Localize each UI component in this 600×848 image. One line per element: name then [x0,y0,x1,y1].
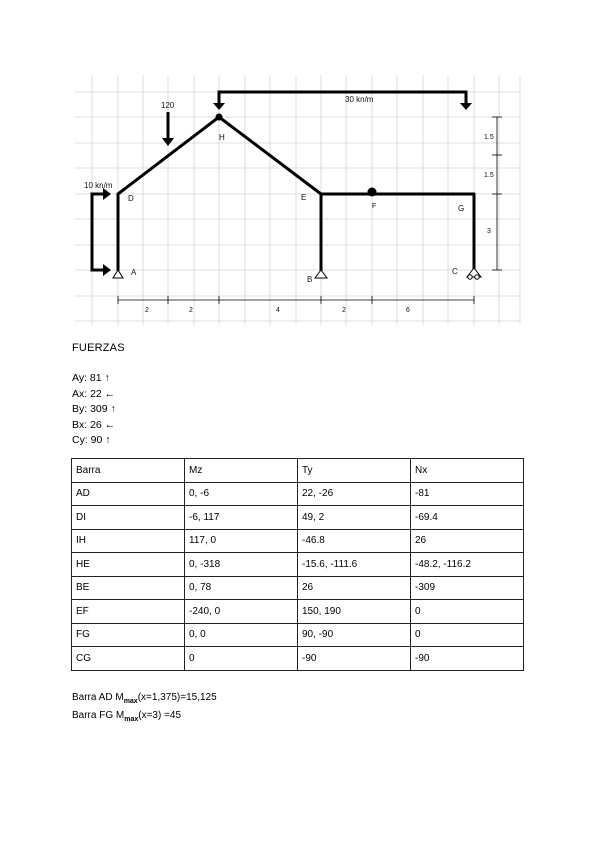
cell-ty: 49, 2 [298,506,411,530]
cell-barra: BE [72,576,185,600]
cell-barra: FG [72,623,185,647]
cell-ty: 150, 190 [298,600,411,624]
node-label-D: D [128,194,134,203]
table-row [72,506,524,530]
max-moment-notes [72,691,217,727]
load-left-icon [92,194,105,270]
note-ad: Barra AD $M_{max}(x=1,375)=15,125$ [72,692,217,705]
dim-bottom-5: 6 [406,307,410,314]
force-ay: Ay: 81 ↑ [72,372,110,384]
dim-right-2: 1.5 [484,172,494,179]
forces-list [72,371,116,449]
cell-ty: -15.6, -111.6 [298,553,411,577]
cell-mz: 0, 78 [185,576,298,600]
arrow-down-icon [460,103,472,110]
load-left-label: 10 kn/m [84,181,113,190]
node-label-H: H [219,133,225,142]
col-header-barra: Barra [72,459,185,483]
cell-ty: 26 [298,576,411,600]
hinge-H [216,114,223,121]
cell-nx: -48.2, -116.2 [411,553,524,577]
force-ax: Ax: 22 ← [72,387,116,400]
arrow-down-icon [162,138,174,146]
cell-mz: -6, 117 [185,506,298,530]
cell-nx: 26 [411,529,524,553]
cell-mz: -240, 0 [185,600,298,624]
cell-barra: DI [72,506,185,530]
load-top-label: 30 kn/m [345,95,374,104]
force-bx: Bx: 26 ← [72,418,116,431]
cell-nx: -309 [411,576,524,600]
cell-ty: 90, -90 [298,623,411,647]
dim-right-1: 1.5 [484,134,494,141]
cell-mz: 0, 0 [185,623,298,647]
force-by: By: 309 ↑ [72,403,116,416]
table-header-row [72,459,524,483]
dim-bottom-4: 2 [342,307,346,314]
col-header-ty: Ty [298,459,411,483]
table-row [72,553,524,577]
note-fg: Barra FG $M_{max}(x=3) =45$ [72,710,182,723]
arrow-down-icon [213,103,225,110]
table-row [72,623,524,647]
cell-ty: 22, -26 [298,482,411,506]
force-cy: Cy: 90 ↑ [72,434,111,447]
hinge-F [368,188,377,197]
grid [75,75,520,325]
structural-diagram [0,0,600,330]
table-row [72,482,524,506]
cell-nx: -90 [411,647,524,671]
support-A [113,270,123,278]
dim-bottom-2: 2 [189,307,193,314]
node-label-E: E [301,193,307,202]
point-load-label: 120 [161,101,175,110]
table-row [72,576,524,600]
cell-mz: 0, -6 [185,482,298,506]
cell-ty: -46.8 [298,529,411,553]
cell-mz: 0, -318 [185,553,298,577]
cell-nx: -81 [411,482,524,506]
cell-mz: 0 [185,647,298,671]
dim-bottom-3: 4 [276,307,280,314]
load-top-icon [219,92,466,105]
support-B [315,270,327,278]
cell-nx: 0 [411,600,524,624]
table-row [72,600,524,624]
cell-nx: 0 [411,623,524,647]
cell-barra: EF [72,600,185,624]
cell-mz: 117, 0 [185,529,298,553]
dim-right-3: 3 [487,228,491,235]
results-table [71,458,524,671]
cell-barra: CG [72,647,185,671]
dim-bottom-1: 2 [145,307,149,314]
node-label-A: A [131,268,137,277]
table-row [72,647,524,671]
node-label-F: F [372,203,377,210]
node-label-C: C [452,267,458,276]
cell-ty: -90 [298,647,411,671]
cell-barra: IH [72,529,185,553]
table-row [72,529,524,553]
forces-heading: FUERZAS [72,342,125,354]
col-header-nx: Nx [411,459,524,483]
col-header-mz: Mz [185,459,298,483]
cell-barra: HE [72,553,185,577]
arrow-right-icon [103,264,111,276]
node-label-B: B [307,275,313,284]
node-label-G: G [458,204,465,213]
cell-nx: -69.4 [411,506,524,530]
cell-barra: AD [72,482,185,506]
